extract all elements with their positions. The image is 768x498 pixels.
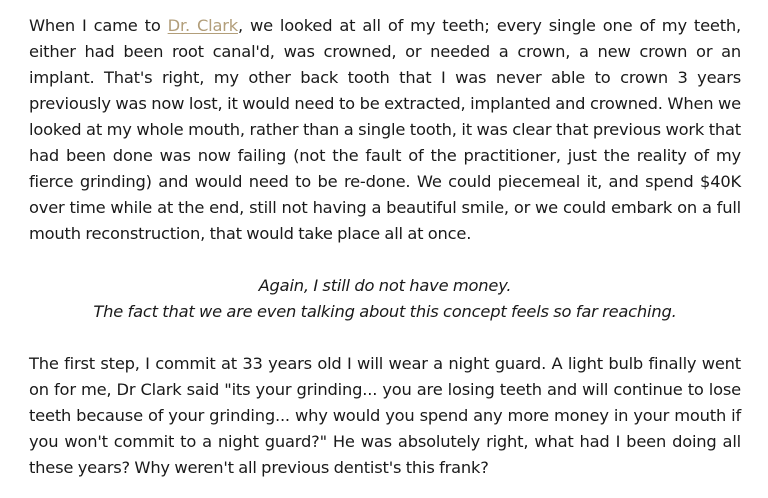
paragraph-night-guard: The first step, I commit at 33 years old I will wear a night guard. A light bulb finally went on for me, Dr Clark said "its your grinding... you are losing teeth and will continue to lose teeth because of your grinding... why would you spend any more money in your mouth if you won't commit to a night guard?" He was absolutely right, what had I been doing all these years? Why weren't all previous dentist's this frank? bbox=[29, 354, 741, 477]
pull-quote-line-2: The fact that we are even talking about this concept feels so far reaching. bbox=[93, 302, 677, 321]
paragraph-intro-lead: When I came to bbox=[29, 16, 168, 35]
paragraph-intro bbox=[29, 13, 741, 247]
paragraph-intro-text: , we looked at all of my teeth; every single one of my teeth, either had been root canal'd, was crowned, or needed a crown, a new crown or an implant. That's right, my other back tooth that I was never able to crown 3 years previously was now lost, it would need to be extracted, implanted and crowned. When we looked at my whole mouth, rather than a single tooth, it was clear that previous work that had been done was now failing (not the fault of the practitioner, just the reality of my fierce grinding) and would need to be re-done. We could piecemeal it, and spend $40K over time while at the end, still not having a beautiful smile, or we could embark on a full mouth reconstruction, that would take place all at once. bbox=[29, 16, 742, 243]
dr-clark-link[interactable]: Dr. Clark bbox=[167, 16, 238, 35]
pull-quote-line-1: Again, I still do not have money. bbox=[258, 276, 512, 295]
article-body bbox=[29, 13, 741, 481]
pull-quote bbox=[29, 273, 741, 325]
